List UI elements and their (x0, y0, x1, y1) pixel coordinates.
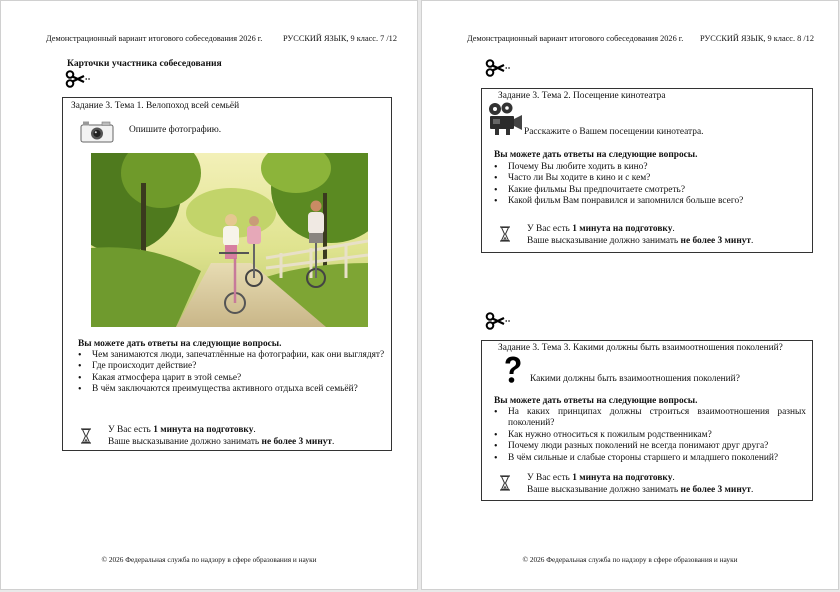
card-topic-3 (481, 340, 813, 501)
page-8 (421, 0, 839, 590)
questions-list (76, 350, 388, 396)
list-item: • Какая атмосфера царит в этой семье? (76, 373, 388, 384)
list-item: • На каких принципах должны строиться взаимоотношения разных поколений? (492, 407, 806, 430)
questions-heading: Вы можете дать ответы на следующие вопросы. (78, 339, 282, 349)
card-title: Задание 3. Тема 3. Какими должны быть взаимоотношения поколений? (498, 343, 783, 353)
questions-heading: Вы можете дать ответы на следующие вопросы. (494, 150, 698, 160)
page-7 (0, 0, 418, 590)
list-item: • Чем занимаются люди, запечатлённые на фотографии, как они выглядят? (76, 350, 388, 361)
preparation-text: У Вас есть 1 минута на подготовку. Ваше высказывание должно занимать не более 3 минут. (527, 224, 754, 246)
question-mark-icon (502, 355, 524, 385)
preparation-text: У Вас есть 1 минута на подготовку. Ваше высказывание должно занимать не более 3 минут. (108, 425, 335, 447)
list-item: • Какие фильмы Вы предпочитаете смотреть? (492, 185, 804, 196)
card-title: Задание 3. Тема 1. Велопоход всей семьёй (71, 101, 240, 111)
cards-title: Карточки участника собеседования (67, 58, 222, 69)
list-item: • В чём заключаются преимущества активного отдыха всей семьёй? (76, 384, 388, 395)
photo-family-cycling (91, 153, 368, 327)
list-item: • Где происходит действие? (76, 361, 388, 372)
list-item: • В чём сильные и слабые стороны старшего и младшего поколений? (492, 453, 806, 464)
questions-list (492, 162, 804, 208)
camera-icon (80, 120, 114, 143)
hourglass-icon (499, 475, 511, 491)
scissors-icon (485, 59, 511, 77)
card-instruction: Расскажите о Вашем посещении кинотеатра. (524, 127, 704, 137)
list-item: • Почему Вы любите ходить в кино? (492, 162, 804, 173)
card-instruction: Опишите фотографию. (129, 125, 222, 135)
footer: © 2026 Федеральная служба по надзору в сфере образования и науки (101, 555, 317, 564)
preparation-text: У Вас есть 1 минута на подготовку. Ваше высказывание должно занимать не более 3 минут. (527, 473, 754, 495)
list-item: • Часто ли Вы ходите в кино и с кем? (492, 173, 804, 184)
scissors-icon (65, 70, 91, 88)
card-topic-2 (481, 88, 813, 253)
header-page-number: РУССКИЙ ЯЗЫК, 9 класс. 7 /12 (283, 34, 397, 43)
card-instruction: Какими должны быть взаимоотношения поколений? (530, 374, 740, 384)
list-item: • Какой фильм Вам понравился и запомнился больше всего? (492, 196, 804, 207)
film-projector-icon (485, 102, 525, 136)
questions-heading: Вы можете дать ответы на следующие вопросы. (494, 396, 698, 406)
hourglass-icon (80, 428, 92, 444)
card-title: Задание 3. Тема 2. Посещение кинотеатра (498, 91, 666, 101)
hourglass-icon (499, 226, 511, 242)
header-title: Демонстрационный вариант итогового собеседования 2026 г. (467, 34, 684, 43)
list-item: • Как нужно относиться к пожилым родственникам? (492, 430, 806, 441)
questions-list (492, 407, 806, 464)
card-topic-1 (62, 97, 392, 451)
footer: © 2026 Федеральная служба по надзору в сфере образования и науки (522, 555, 738, 564)
scissors-icon (485, 312, 511, 330)
list-item: • Почему люди разных поколений не всегда понимают друг друга? (492, 441, 806, 452)
header-title: Демонстрационный вариант итогового собеседования 2026 г. (46, 34, 263, 43)
header-page-number: РУССКИЙ ЯЗЫК, 9 класс. 8 /12 (700, 34, 814, 43)
